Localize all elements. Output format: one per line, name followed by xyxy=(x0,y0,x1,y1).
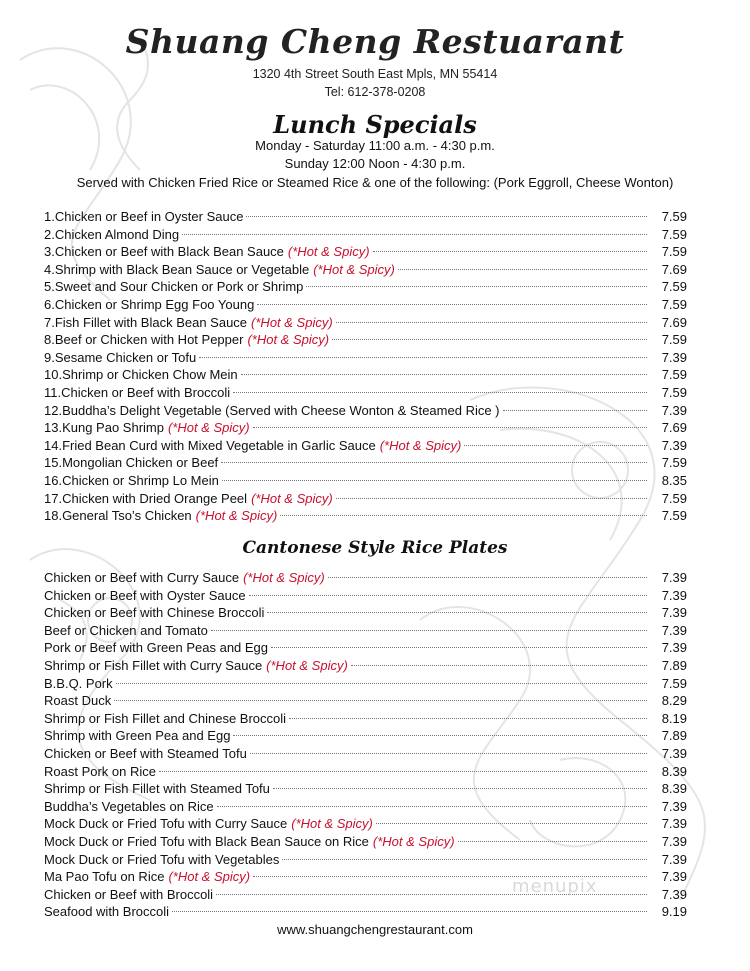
menu-item-price: 7.59 xyxy=(661,675,687,691)
menu-item-name: Beef or Chicken and Tomato xyxy=(44,622,208,638)
dotted-leader xyxy=(458,841,647,842)
menu-item-name: Shrimp or Fish Fillet with Steamed Tofu xyxy=(44,781,270,797)
menu-item-price: 7.69 xyxy=(661,261,687,277)
menu-item-row xyxy=(44,815,687,833)
menu-item-name: Mock Duck or Fried Tofu with Black Bean Sauce on Rice xyxy=(44,833,369,849)
menu-item-name: B.B.Q. Pork xyxy=(44,675,113,691)
menu-item-name: Shrimp with Green Pea and Egg xyxy=(44,728,231,744)
menu-item-price: 7.59 xyxy=(661,367,687,383)
menu-item-row xyxy=(44,261,687,279)
menu-item-row xyxy=(44,208,687,226)
cantonese-section-title: Cantonese Style Rice Plates xyxy=(242,538,508,558)
dotted-leader xyxy=(328,577,647,578)
hot-spicy-label: (*Hot & Spicy) xyxy=(251,490,333,506)
dotted-leader xyxy=(246,216,647,217)
menu-item-price: 8.35 xyxy=(661,472,687,488)
menu-item-price: 8.39 xyxy=(661,781,687,797)
dotted-leader xyxy=(211,630,647,631)
menu-item-name: 3.Chicken or Beef with Black Bean Sauce xyxy=(44,244,284,260)
dotted-leader xyxy=(182,234,647,235)
dotted-leader xyxy=(257,304,647,305)
menu-item-price: 7.59 xyxy=(661,226,687,242)
hot-spicy-label: (*Hot & Spicy) xyxy=(243,570,325,585)
dotted-leader xyxy=(336,322,647,323)
menu-item-price: 8.39 xyxy=(661,763,687,779)
dotted-leader xyxy=(336,498,647,499)
menu-item-name: 4.Shrimp with Black Bean Sauce or Vegetable xyxy=(44,261,310,277)
menu-item-name: 14.Fried Bean Curd with Mixed Vegetable in Garlic Sauce xyxy=(44,437,376,453)
menu-item-name: Shrimp or Fish Fillet with Curry Sauce xyxy=(44,657,263,673)
menu-item-row xyxy=(44,657,687,675)
dotted-leader xyxy=(376,823,647,824)
menu-item-name: 10.Shrimp or Chicken Chow Mein xyxy=(44,367,238,383)
hot-spicy-label: (*Hot & Spicy) xyxy=(287,244,370,260)
weekday-hours: Monday - Saturday 11:00 a.m. - 4:30 p.m. xyxy=(255,138,495,153)
menu-item-row xyxy=(44,622,687,640)
menu-item-price: 7.59 xyxy=(661,209,687,224)
menu-item-price: 7.59 xyxy=(661,455,687,471)
menu-item-row xyxy=(44,402,687,420)
menu-item-name: Roast Duck xyxy=(44,693,112,709)
menupix-watermark: menupix xyxy=(512,876,598,897)
menu-item-row xyxy=(44,587,687,605)
dotted-leader xyxy=(273,788,647,789)
cantonese-rice-plates-list xyxy=(44,569,687,921)
menu-item-row xyxy=(44,780,687,798)
menu-item-name: Chicken or Beef with Curry Sauce xyxy=(44,570,240,585)
dotted-leader xyxy=(373,251,647,252)
menu-item-row xyxy=(44,472,687,490)
menu-item-name: Mock Duck or Fried Tofu with Vegetables xyxy=(44,851,280,867)
menu-item-name: Chicken or Beef with Oyster Sauce xyxy=(44,587,246,603)
menu-item-row xyxy=(44,763,687,781)
menu-item-name: 8.Beef or Chicken with Hot Pepper xyxy=(44,332,244,348)
dotted-leader xyxy=(253,427,647,428)
dotted-leader xyxy=(233,735,647,736)
menu-item-row xyxy=(44,349,687,367)
menu-item-name: 11.Chicken or Beef with Broccoli xyxy=(44,384,231,400)
menu-item-row xyxy=(44,675,687,693)
menu-item-price: 7.39 xyxy=(661,816,687,832)
menu-item-row xyxy=(44,314,687,332)
menu-item-price: 7.39 xyxy=(661,798,687,814)
menu-item-price: 7.59 xyxy=(661,490,687,506)
menu-item-name: Buddha’s Vegetables on Rice xyxy=(44,798,214,814)
menu-item-price: 7.39 xyxy=(661,833,687,849)
menu-item-price: 7.69 xyxy=(661,314,687,330)
menu-item-price: 7.39 xyxy=(661,851,687,867)
menu-item-name: Chicken or Beef with Broccoli xyxy=(44,886,214,902)
menu-item-name: Pork or Beef with Green Peas and Egg xyxy=(44,640,269,656)
menu-item-price: 7.69 xyxy=(661,420,687,436)
menu-item-name: Seafood with Broccoli xyxy=(44,904,170,920)
dotted-leader xyxy=(241,374,647,375)
menu-item-price: 7.59 xyxy=(661,332,687,348)
menu-item-name: 6.Chicken or Shrimp Egg Foo Young xyxy=(44,296,255,312)
menu-item-row xyxy=(44,243,687,261)
menu-item-price: 7.89 xyxy=(661,728,687,744)
menu-item-row xyxy=(44,604,687,622)
menu-item-row xyxy=(44,798,687,816)
menu-item-name: Mock Duck or Fried Tofu with Curry Sauce xyxy=(44,816,288,832)
hot-spicy-label: (*Hot & Spicy) xyxy=(251,314,333,330)
menu-item-name: 13.Kung Pao Shrimp xyxy=(44,420,164,436)
menu-item-price: 7.39 xyxy=(661,437,687,453)
menu-item-price: 7.39 xyxy=(661,587,687,603)
dotted-leader xyxy=(306,286,647,287)
menu-item-name: 15.Mongolian Chicken or Beef xyxy=(44,455,219,471)
dotted-leader xyxy=(114,700,647,701)
dotted-leader xyxy=(332,339,647,340)
dotted-leader xyxy=(221,462,647,463)
menu-item-name: Roast Pork on Rice xyxy=(44,763,156,779)
menu-item-price: 7.39 xyxy=(661,886,687,902)
menu-item-name: 17.Chicken with Dried Orange Peel xyxy=(44,490,248,506)
menu-item-price: 7.59 xyxy=(661,279,687,295)
dotted-leader xyxy=(199,357,647,358)
menu-item-row xyxy=(44,366,687,384)
menu-item-row xyxy=(44,727,687,745)
menu-item-price: 7.39 xyxy=(661,349,687,365)
hot-spicy-label: (*Hot & Spicy) xyxy=(195,508,278,524)
served-with-note: Served with Chicken Fried Rice or Steamed Rice & one of the following: (Pork Eggroll, Cheese Wonton) xyxy=(76,175,674,190)
hot-spicy-label: (*Hot & Spicy) xyxy=(313,261,395,277)
menu-item-row xyxy=(44,569,687,587)
menu-item-price: 7.59 xyxy=(661,508,687,524)
hot-spicy-label: (*Hot & Spicy) xyxy=(247,332,330,348)
dotted-leader xyxy=(398,269,647,270)
dotted-leader xyxy=(249,595,647,596)
menu-item-price: 7.39 xyxy=(661,622,687,638)
dotted-leader xyxy=(289,718,647,719)
menu-item-row xyxy=(44,745,687,763)
menu-item-row xyxy=(44,384,687,402)
menu-item-name: 5.Sweet and Sour Chicken or Pork or Shrimp xyxy=(44,279,304,295)
menu-item-row xyxy=(44,490,687,508)
restaurant-phone: Tel: 612-378-0208 xyxy=(324,85,426,99)
menu-item-row xyxy=(44,851,687,869)
menu-item-row xyxy=(44,507,687,525)
menu-item-row xyxy=(44,278,687,296)
menu-item-row xyxy=(44,692,687,710)
dotted-leader xyxy=(233,392,647,393)
menu-item-price: 7.39 xyxy=(661,869,687,885)
dotted-leader xyxy=(159,771,647,772)
dotted-leader xyxy=(172,911,647,912)
menu-item-price: 7.59 xyxy=(661,296,687,312)
menu-item-name: 12.Buddha’s Delight Vegetable (Served with Cheese Wonton & Steamed Rice ) xyxy=(44,402,500,418)
dotted-leader xyxy=(464,445,647,446)
menu-item-price: 9.19 xyxy=(661,904,687,920)
menu-item-name: 1.Chicken or Beef in Oyster Sauce xyxy=(44,209,244,224)
menu-item-row xyxy=(44,226,687,244)
menu-item-name: Shrimp or Fish Fillet and Chinese Broccoli xyxy=(44,710,287,726)
menu-item-name: 16.Chicken or Shrimp Lo Mein xyxy=(44,472,219,488)
menu-item-price: 8.19 xyxy=(661,710,687,726)
dotted-leader xyxy=(282,859,647,860)
menu-item-row xyxy=(44,454,687,472)
dotted-leader xyxy=(271,647,647,648)
restaurant-address: 1320 4th Street South East Mpls, MN 55414 xyxy=(252,67,498,81)
menu-item-name: 7.Fish Fillet with Black Bean Sauce xyxy=(44,314,248,330)
dotted-leader xyxy=(217,806,647,807)
menu-item-row xyxy=(44,833,687,851)
menu-item-name: 2.Chicken Almond Ding xyxy=(44,226,180,242)
menu-item-price: 7.39 xyxy=(661,402,687,418)
hot-spicy-label: (*Hot & Spicy) xyxy=(266,657,348,673)
menu-item-price: 7.59 xyxy=(661,244,687,260)
dotted-leader xyxy=(250,753,647,754)
dotted-leader xyxy=(116,683,647,684)
menu-item-row xyxy=(44,419,687,437)
menu-item-price: 8.29 xyxy=(661,693,687,709)
menu-item-price: 7.39 xyxy=(661,605,687,621)
dotted-leader xyxy=(267,612,647,613)
restaurant-name: Shuang Cheng Restuarant xyxy=(125,22,625,61)
dotted-leader xyxy=(280,515,647,516)
menu-item-price: 7.59 xyxy=(661,384,687,400)
menu-item-row xyxy=(44,903,687,921)
menu-item-name: 18.General Tso’s Chicken xyxy=(44,508,192,524)
hot-spicy-label: (*Hot & Spicy) xyxy=(167,420,250,436)
menu-item-price: 7.39 xyxy=(661,745,687,761)
website-url[interactable]: www.shuangchengrestaurant.com xyxy=(277,922,473,937)
hot-spicy-label: (*Hot & Spicy) xyxy=(291,816,373,832)
lunch-specials-title: Lunch Specials xyxy=(273,110,477,139)
hot-spicy-label: (*Hot & Spicy) xyxy=(168,869,251,885)
menu-item-price: 7.39 xyxy=(661,570,687,585)
lunch-specials-list xyxy=(44,208,687,525)
menu-item-row xyxy=(44,331,687,349)
dotted-leader xyxy=(503,410,647,411)
menu-item-row xyxy=(44,639,687,657)
menu-item-row xyxy=(44,437,687,455)
menu-item-name: Chicken or Beef with Chinese Broccoli xyxy=(44,605,265,621)
sunday-hours: Sunday 12:00 Noon - 4:30 p.m. xyxy=(284,156,466,171)
hot-spicy-label: (*Hot & Spicy) xyxy=(379,437,462,453)
hot-spicy-label: (*Hot & Spicy) xyxy=(372,833,455,849)
menu-item-row xyxy=(44,710,687,728)
menu-item-price: 7.39 xyxy=(661,640,687,656)
menu-item-name: Ma Pao Tofu on Rice xyxy=(44,869,165,885)
menu-item-name: Chicken or Beef with Steamed Tofu xyxy=(44,745,247,761)
menu-item-price: 7.89 xyxy=(661,657,687,673)
menu-item-name: 9.Sesame Chicken or Tofu xyxy=(44,349,197,365)
menu-item-row xyxy=(44,296,687,314)
dotted-leader xyxy=(351,665,647,666)
dotted-leader xyxy=(222,480,647,481)
